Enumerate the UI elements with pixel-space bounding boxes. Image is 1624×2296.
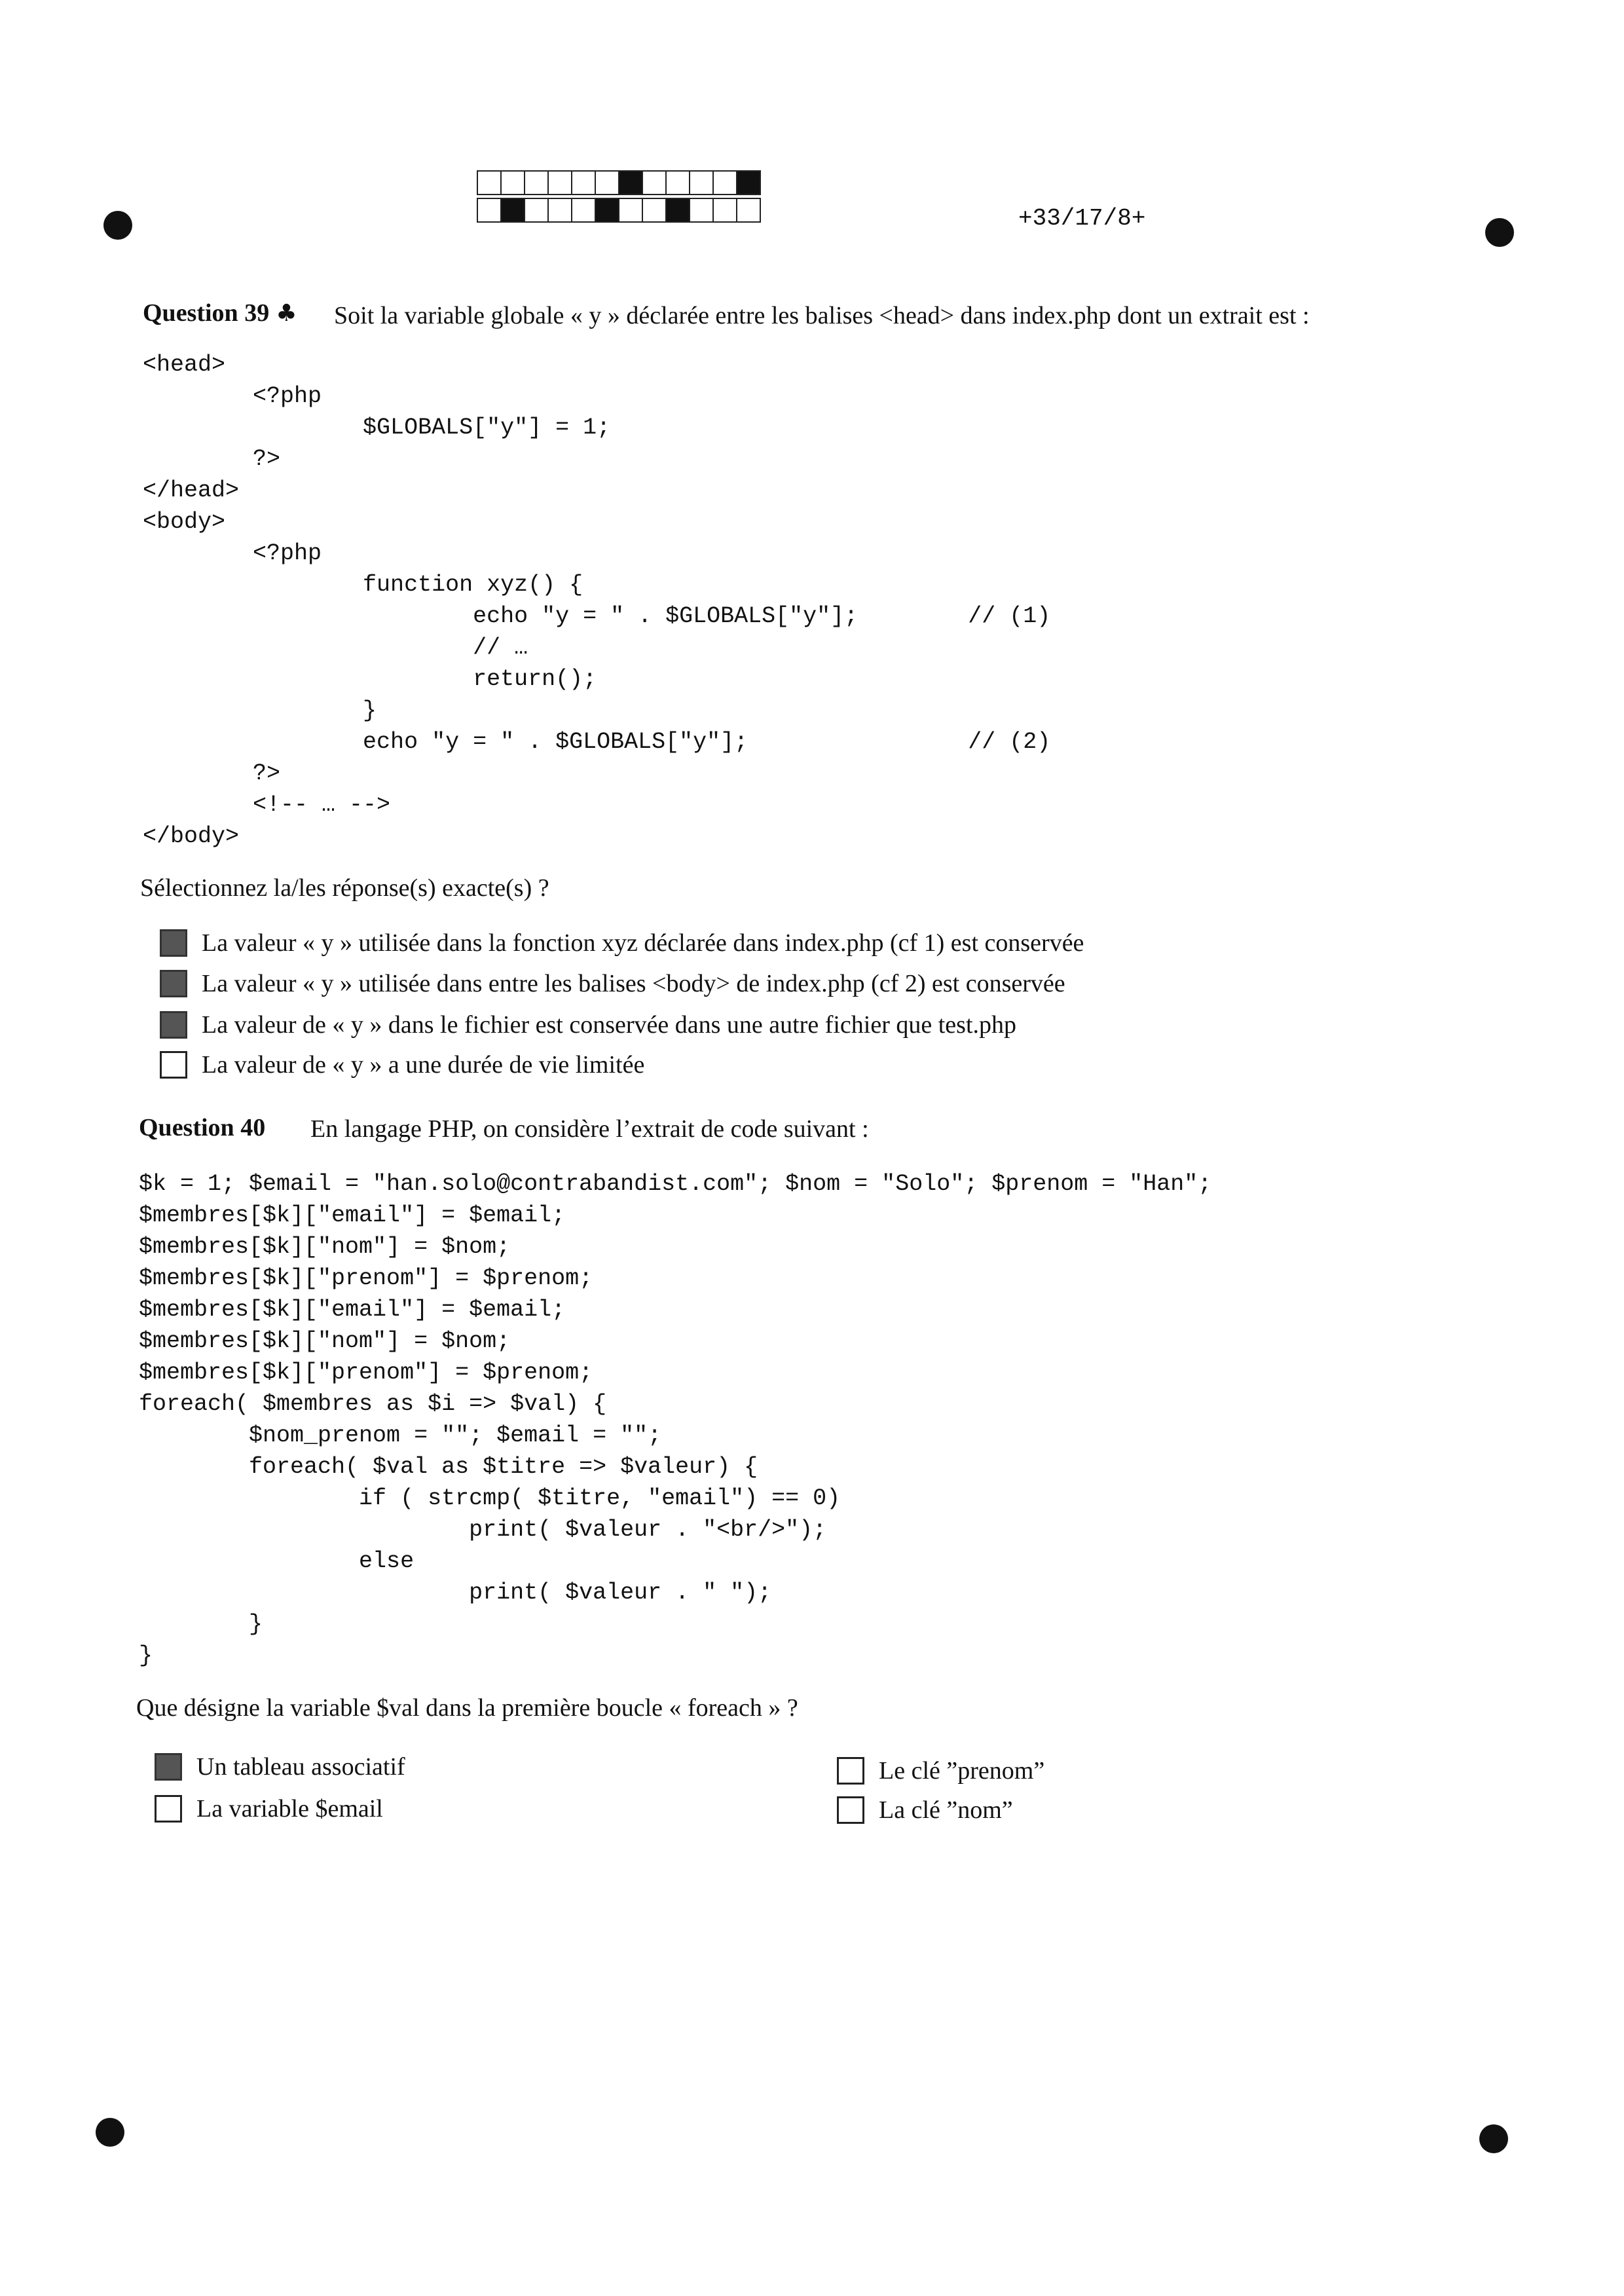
barcode-top-cell: [665, 170, 690, 195]
code-line: $membres[$k]["email"] = $email;: [139, 1202, 566, 1229]
question-39-title: [143, 299, 297, 327]
answer-label: Un tableau associatif: [196, 1753, 405, 1781]
barcode-top-cell: [571, 170, 596, 195]
question-39-code: [143, 349, 1050, 852]
code-line: echo "y = " . $GLOBALS["y"]; // (2): [143, 729, 1051, 755]
barcode-bottom-cell: [618, 198, 643, 223]
barcode-bottom-row: [477, 198, 760, 223]
barcode-top-cell: [500, 170, 525, 195]
answer-checkbox[interactable]: [155, 1753, 182, 1781]
question-40-title: [139, 1113, 265, 1142]
barcode-bottom-cell: [665, 198, 690, 223]
code-line: <body>: [143, 509, 226, 535]
code-line: print( $valeur . " ");: [139, 1580, 772, 1606]
question-39-option-3[interactable]: [160, 1010, 1016, 1039]
code-line: foreach( $val as $titre => $valeur) {: [139, 1454, 758, 1480]
code-line: <head>: [143, 352, 226, 378]
barcode-top-cell: [736, 170, 761, 195]
answer-checkbox[interactable]: [160, 929, 187, 957]
code-line: <!-- … -->: [143, 792, 391, 818]
question-39-option-2[interactable]: [160, 969, 1065, 998]
answer-label: Le clé ”prenom”: [879, 1757, 1045, 1785]
code-line: $membres[$k]["nom"] = $nom;: [139, 1234, 511, 1260]
code-line: }: [139, 1642, 153, 1669]
code-line: function xyz() {: [143, 572, 583, 598]
question-40-prompt: En langage PHP, on considère l’extrait de code suivant :: [310, 1115, 869, 1143]
code-line: ?>: [143, 446, 281, 472]
question-39-prompt: Soit la variable globale « y » déclarée entre les balises <head> dans index.php dont un extrait est :: [334, 302, 1310, 329]
question-39-label: Question 39: [143, 299, 270, 327]
code-line: $membres[$k]["email"] = $email;: [139, 1297, 566, 1323]
barcode-bottom-cell: [689, 198, 714, 223]
barcode-top-cell: [618, 170, 643, 195]
barcode-top-cell: [712, 170, 737, 195]
barcode-bottom-cell: [712, 198, 737, 223]
question-39-option-1[interactable]: [160, 929, 1084, 957]
code-line: $GLOBALS["y"] = 1;: [143, 415, 611, 441]
barcode-bottom-cell: [477, 198, 502, 223]
barcode-top-cell: [547, 170, 572, 195]
registration-mark-top-right: [1485, 218, 1514, 247]
answer-label: La clé ”nom”: [879, 1796, 1013, 1824]
answer-label: La valeur « y » utilisée dans entre les balises <body> de index.php (cf 2) est conservée: [202, 970, 1065, 997]
question-40-label: Question 40: [139, 1114, 266, 1141]
code-line: $k = 1; $email = "han.solo@contrabandist.com"; $nom = "Solo"; $prenom = "Han";: [139, 1171, 1212, 1197]
barcode-bottom-cell: [595, 198, 619, 223]
answer-label: La valeur de « y » dans le fichier est conservée dans une autre fichier que test.php: [202, 1011, 1016, 1039]
code-line: $membres[$k]["prenom"] = $prenom;: [139, 1360, 593, 1386]
barcode-bottom-cell: [642, 198, 667, 223]
question-40-code: [139, 1168, 1211, 1671]
answer-label: La valeur « y » utilisée dans la fonction xyz déclarée dans index.php (cf 1) est conservée: [202, 929, 1084, 957]
answer-checkbox[interactable]: [160, 1051, 187, 1079]
barcode-top-cell: [595, 170, 619, 195]
code-line: ?>: [143, 760, 281, 787]
question-40-option-1[interactable]: [155, 1752, 405, 1781]
barcode-bottom-cell: [736, 198, 761, 223]
barcode-top-row: [477, 170, 760, 195]
code-line: $nom_prenom = ""; $email = "";: [139, 1422, 662, 1449]
code-line: else: [139, 1548, 415, 1574]
code-line: <?php: [143, 540, 322, 566]
club-icon: ♣: [276, 300, 297, 327]
answer-checkbox[interactable]: [837, 1796, 864, 1824]
registration-mark-top-left: [103, 211, 132, 240]
barcode-top-cell: [689, 170, 714, 195]
question-39-option-4[interactable]: [160, 1050, 644, 1079]
question-40-option-2[interactable]: [155, 1794, 383, 1823]
barcode-bottom-cell: [547, 198, 572, 223]
barcode-top-cell: [524, 170, 549, 195]
code-line: <?php: [143, 383, 322, 409]
answer-label: La valeur de « y » a une durée de vie limitée: [202, 1051, 645, 1079]
registration-mark-bottom-right: [1479, 2124, 1508, 2153]
barcode-top-cell: [477, 170, 502, 195]
question-39-instruction: Sélectionnez la/les réponse(s) exacte(s) ?: [140, 874, 549, 902]
answer-checkbox[interactable]: [155, 1795, 182, 1823]
answer-checkbox[interactable]: [837, 1757, 864, 1785]
code-line: $membres[$k]["prenom"] = $prenom;: [139, 1265, 593, 1291]
barcode-bottom-cell: [500, 198, 525, 223]
exam-id: +33/17/8+: [1018, 205, 1146, 232]
code-line: print( $valeur . "<br/>");: [139, 1517, 827, 1543]
code-line: foreach( $membres as $i => $val) {: [139, 1391, 607, 1417]
code-line: $membres[$k]["nom"] = $nom;: [139, 1328, 511, 1354]
code-line: if ( strcmp( $titre, "email") == 0): [139, 1485, 841, 1511]
answer-label: La variable $email: [196, 1795, 383, 1823]
question-40-option-4[interactable]: [837, 1796, 1013, 1824]
barcode-bottom-cell: [524, 198, 549, 223]
answer-checkbox[interactable]: [160, 970, 187, 997]
code-line: echo "y = " . $GLOBALS["y"]; // (1): [143, 603, 1051, 629]
registration-mark-bottom-left: [96, 2118, 124, 2147]
answer-checkbox[interactable]: [160, 1011, 187, 1039]
code-line: </body>: [143, 823, 240, 849]
code-line: // …: [143, 635, 528, 661]
barcode-top-cell: [642, 170, 667, 195]
code-line: }: [139, 1611, 263, 1637]
code-line: return();: [143, 666, 597, 692]
question-40-question: Que désigne la variable $val dans la première boucle « foreach » ?: [136, 1694, 798, 1722]
barcode-bottom-cell: [571, 198, 596, 223]
code-line: </head>: [143, 477, 240, 504]
question-40-option-3[interactable]: [837, 1756, 1044, 1785]
code-line: }: [143, 697, 377, 724]
